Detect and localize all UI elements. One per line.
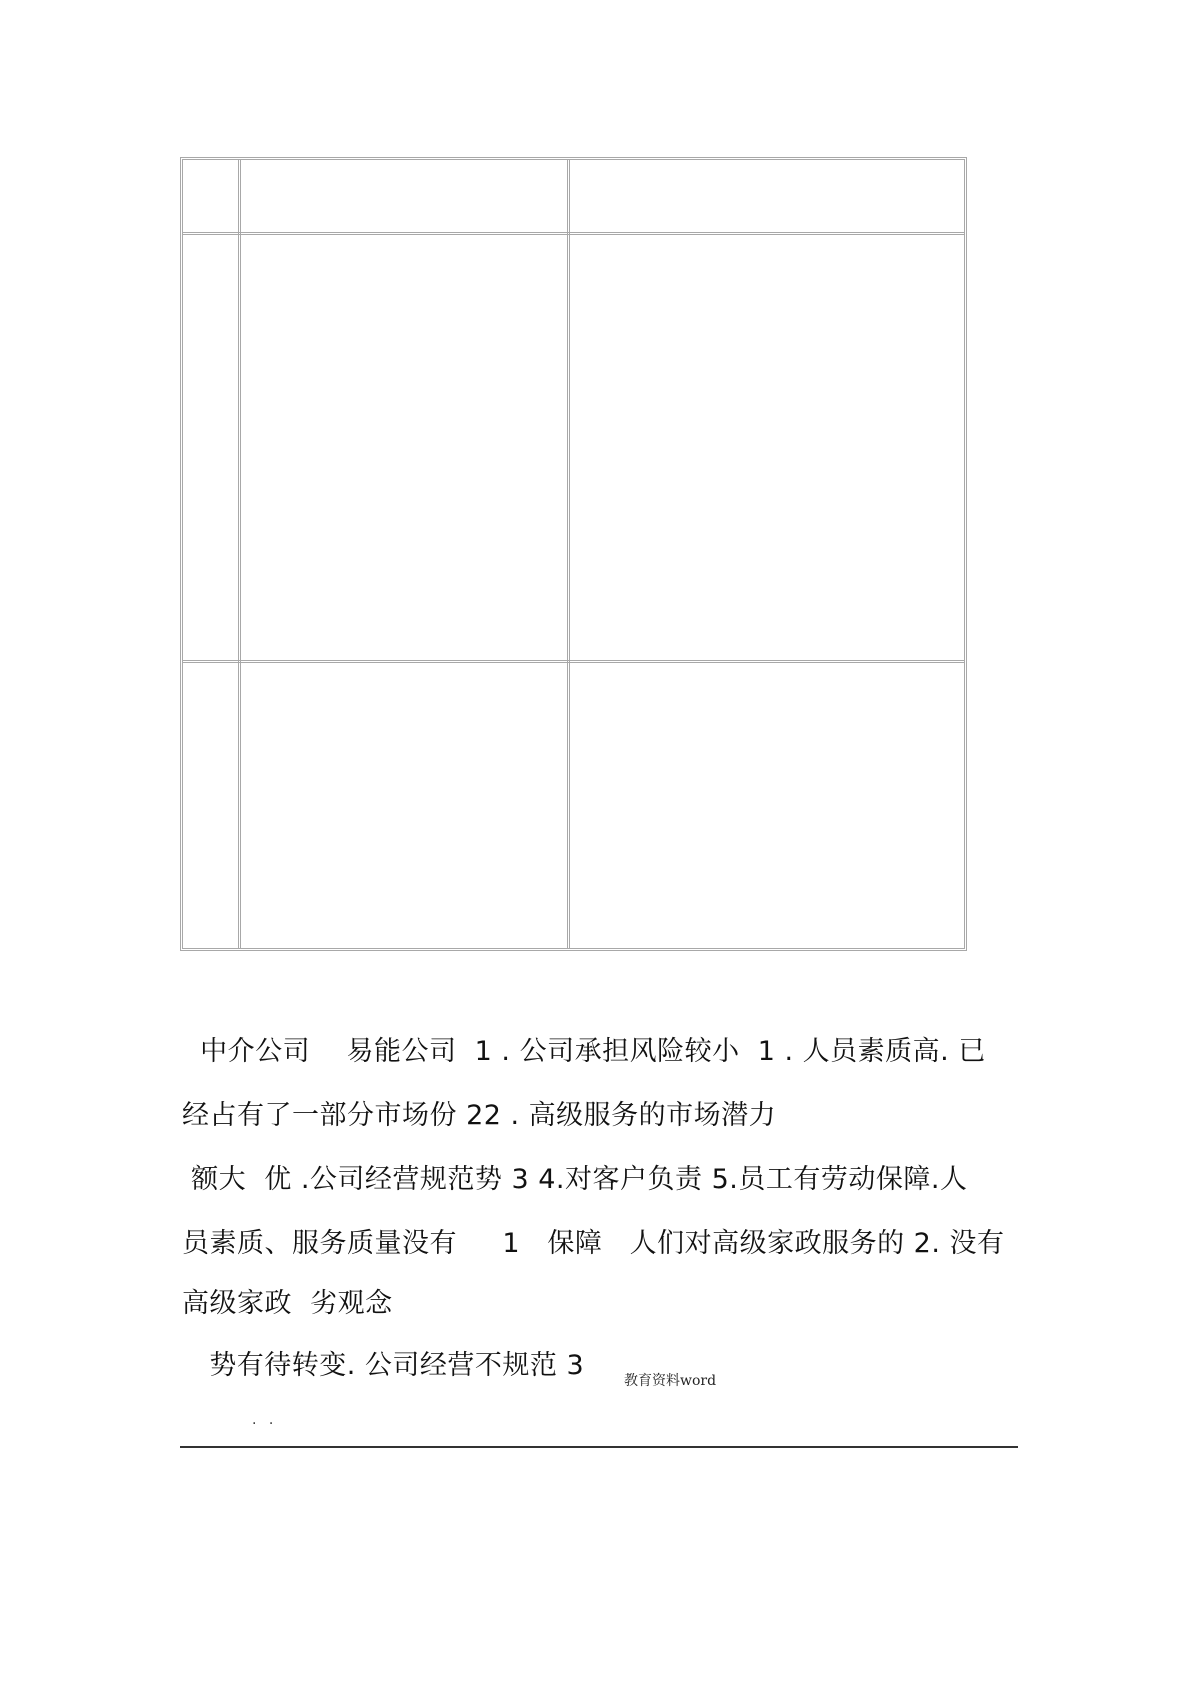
body-text-line: 额大 优 .公司经营规范势 3 4.对客户负责 5.员工有劳动保障.人 [182,1164,968,1195]
table-column-divider [567,160,570,948]
body-text-line: 经占有了一部分市场份 22 . 高级服务的市场潜力 [182,1100,777,1131]
footer-rule [180,1446,1018,1448]
body-text-line: 中介公司 易能公司 1 . 公司承担风险较小 1 . 人员素质高. 已 [182,1036,986,1067]
body-text-line: 员素质、服务质量没有 1 保障 人们对高级家政服务的 2. 没有 [182,1228,1005,1259]
body-text-line: 势有待转变. 公司经营不规范 3 [182,1350,585,1381]
table-row-divider [183,232,964,235]
body-text-line: 高级家政 劣观念 [182,1288,393,1319]
footer-dots: . . [252,1412,278,1428]
table-column-divider [238,160,241,948]
table-row-divider [183,660,964,663]
footer-note: 教育资料word [624,1373,717,1389]
empty-table [180,157,967,951]
